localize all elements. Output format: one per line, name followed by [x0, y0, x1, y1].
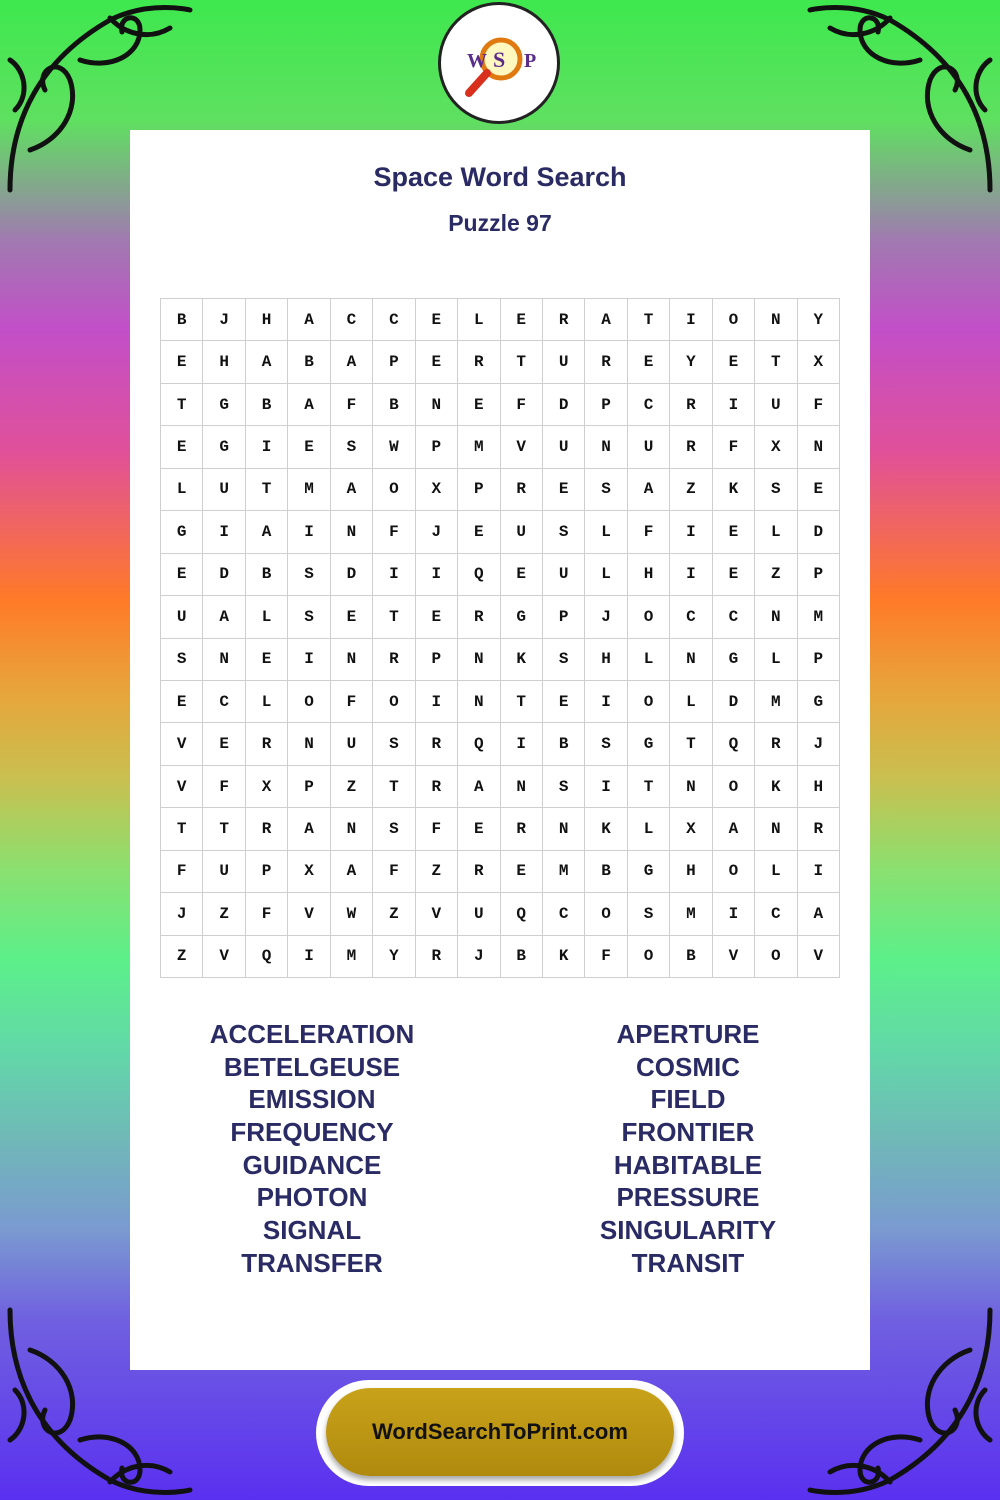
grid-cell[interactable]: F	[246, 893, 288, 935]
grid-cell[interactable]: I	[416, 554, 458, 596]
grid-cell[interactable]: R	[501, 808, 543, 850]
grid-cell[interactable]: L	[458, 299, 500, 341]
grid-cell[interactable]: A	[798, 893, 840, 935]
grid-cell[interactable]: O	[628, 936, 670, 978]
wsp-logo[interactable]	[438, 2, 560, 124]
grid-cell[interactable]: S	[755, 469, 797, 511]
grid-cell[interactable]: A	[331, 469, 373, 511]
grid-cell[interactable]: I	[373, 554, 415, 596]
grid-cell[interactable]: P	[288, 766, 330, 808]
grid-cell[interactable]: B	[246, 384, 288, 426]
grid-cell[interactable]: I	[288, 639, 330, 681]
grid-cell[interactable]: E	[543, 469, 585, 511]
grid-cell[interactable]: N	[798, 426, 840, 468]
grid-cell[interactable]: T	[161, 384, 203, 426]
grid-cell[interactable]: B	[670, 936, 712, 978]
grid-cell[interactable]: G	[628, 851, 670, 893]
word-item: SIGNAL	[262, 1215, 362, 1246]
word-item: PHOTON	[256, 1182, 368, 1213]
grid-cell[interactable]: R	[543, 299, 585, 341]
grid-cell[interactable]: R	[755, 723, 797, 765]
grid-cell[interactable]: U	[161, 596, 203, 638]
grid-cell[interactable]: P	[458, 469, 500, 511]
grid-cell[interactable]: A	[331, 341, 373, 383]
grid-cell[interactable]: N	[501, 766, 543, 808]
grid-cell[interactable]: L	[246, 681, 288, 723]
grid-cell[interactable]: T	[628, 299, 670, 341]
grid-cell[interactable]: H	[246, 299, 288, 341]
grid-cell[interactable]: P	[585, 384, 627, 426]
grid-cell[interactable]: E	[161, 426, 203, 468]
grid-cell[interactable]: V	[161, 766, 203, 808]
grid-cell[interactable]: U	[458, 893, 500, 935]
grid-cell[interactable]: L	[628, 808, 670, 850]
grid-cell[interactable]: T	[203, 808, 245, 850]
grid-cell[interactable]: U	[331, 723, 373, 765]
grid-cell[interactable]: P	[543, 596, 585, 638]
grid-cell[interactable]: P	[798, 554, 840, 596]
grid-cell[interactable]: U	[628, 426, 670, 468]
grid-cell[interactable]: N	[755, 808, 797, 850]
grid-cell[interactable]: J	[203, 299, 245, 341]
grid-cell[interactable]: C	[670, 596, 712, 638]
grid-cell[interactable]: C	[713, 596, 755, 638]
grid-cell[interactable]: E	[416, 341, 458, 383]
grid-cell[interactable]: V	[501, 426, 543, 468]
grid-cell[interactable]: G	[203, 384, 245, 426]
grid-cell[interactable]: X	[798, 341, 840, 383]
grid-cell[interactable]: O	[713, 299, 755, 341]
grid-cell[interactable]: S	[161, 639, 203, 681]
grid-cell[interactable]: H	[670, 851, 712, 893]
grid-cell[interactable]: N	[543, 808, 585, 850]
grid-cell[interactable]: E	[331, 596, 373, 638]
grid-cell[interactable]: R	[798, 808, 840, 850]
grid-cell[interactable]: B	[246, 554, 288, 596]
grid-cell[interactable]: J	[458, 936, 500, 978]
page-title: Space Word Search	[373, 162, 627, 192]
grid-cell[interactable]: E	[628, 341, 670, 383]
grid-cell[interactable]: G	[501, 596, 543, 638]
grid-cell[interactable]: M	[755, 681, 797, 723]
grid-cell[interactable]: E	[501, 851, 543, 893]
grid-cell[interactable]: S	[585, 723, 627, 765]
word-item: EMISSION	[248, 1084, 376, 1115]
grid-cell[interactable]: P	[246, 851, 288, 893]
grid-cell[interactable]: I	[713, 384, 755, 426]
grid-cell[interactable]: U	[755, 384, 797, 426]
grid-cell[interactable]: S	[543, 511, 585, 553]
grid-cell[interactable]: R	[416, 766, 458, 808]
grid-cell[interactable]: N	[331, 511, 373, 553]
grid-cell[interactable]: M	[670, 893, 712, 935]
grid-cell[interactable]: B	[501, 936, 543, 978]
grid-cell[interactable]: Y	[373, 936, 415, 978]
grid-cell[interactable]: S	[585, 469, 627, 511]
grid-cell[interactable]: R	[585, 341, 627, 383]
magnifier-icon	[449, 13, 549, 113]
grid-cell[interactable]: A	[628, 469, 670, 511]
grid-cell[interactable]: A	[246, 341, 288, 383]
word-item: ACCELERATION	[209, 1019, 415, 1049]
grid-cell[interactable]: T	[246, 469, 288, 511]
grid-cell[interactable]: F	[331, 681, 373, 723]
grid-cell[interactable]: E	[246, 639, 288, 681]
grid-cell[interactable]: G	[798, 681, 840, 723]
grid-cell[interactable]: W	[373, 426, 415, 468]
grid-cell[interactable]: I	[670, 299, 712, 341]
grid-cell[interactable]: D	[798, 511, 840, 553]
grid-cell[interactable]: P	[416, 426, 458, 468]
grid-cell[interactable]: L	[585, 554, 627, 596]
grid-cell[interactable]: G	[161, 511, 203, 553]
grid-cell[interactable]: T	[373, 766, 415, 808]
grid-cell[interactable]: F	[203, 766, 245, 808]
grid-cell[interactable]: I	[203, 511, 245, 553]
word-item: FIELD	[650, 1084, 726, 1115]
grid-cell[interactable]: P	[373, 341, 415, 383]
grid-cell[interactable]: B	[373, 384, 415, 426]
grid-cell[interactable]: I	[246, 426, 288, 468]
grid-cell[interactable]: L	[755, 511, 797, 553]
grid-cell[interactable]: H	[203, 341, 245, 383]
grid-cell[interactable]: K	[713, 469, 755, 511]
grid-cell[interactable]: O	[585, 893, 627, 935]
grid-cell[interactable]: B	[161, 299, 203, 341]
grid-cell[interactable]: F	[373, 851, 415, 893]
grid-cell[interactable]: H	[585, 639, 627, 681]
grid-cell[interactable]: M	[543, 851, 585, 893]
grid-cell[interactable]: L	[755, 851, 797, 893]
grid-cell[interactable]: M	[288, 469, 330, 511]
word-item: SINGULARITY	[599, 1215, 777, 1246]
grid-cell[interactable]: I	[288, 511, 330, 553]
grid-cell[interactable]: E	[713, 511, 755, 553]
grid-cell[interactable]: G	[203, 426, 245, 468]
grid-cell[interactable]: E	[458, 384, 500, 426]
grid-cell[interactable]: X	[288, 851, 330, 893]
grid-cell[interactable]: O	[373, 681, 415, 723]
grid-cell[interactable]: Z	[755, 554, 797, 596]
grid-cell[interactable]: F	[585, 936, 627, 978]
grid-cell[interactable]: I	[670, 554, 712, 596]
grid-cell[interactable]: R	[501, 469, 543, 511]
grid-cell[interactable]: G	[628, 723, 670, 765]
grid-cell[interactable]: J	[416, 511, 458, 553]
grid-cell[interactable]: N	[670, 639, 712, 681]
grid-cell[interactable]: A	[203, 596, 245, 638]
grid-cell[interactable]: K	[755, 766, 797, 808]
grid-cell[interactable]: N	[458, 639, 500, 681]
grid-cell[interactable]: N	[416, 384, 458, 426]
grid-cell[interactable]: E	[161, 554, 203, 596]
grid-cell[interactable]: J	[161, 893, 203, 935]
grid-cell[interactable]: I	[670, 511, 712, 553]
grid-cell[interactable]: L	[161, 469, 203, 511]
grid-cell[interactable]: T	[628, 766, 670, 808]
grid-cell[interactable]: X	[416, 469, 458, 511]
grid-cell[interactable]: N	[585, 426, 627, 468]
grid-cell[interactable]: F	[798, 384, 840, 426]
grid-cell[interactable]: L	[670, 681, 712, 723]
grid-cell[interactable]: L	[246, 596, 288, 638]
grid-cell[interactable]: O	[755, 936, 797, 978]
word-item: FREQUENCY	[230, 1117, 394, 1148]
grid-cell[interactable]: E	[543, 681, 585, 723]
grid-cell[interactable]: E	[161, 341, 203, 383]
grid-cell[interactable]: E	[501, 554, 543, 596]
grid-cell[interactable]: N	[458, 681, 500, 723]
grid-cell[interactable]: R	[670, 384, 712, 426]
grid-cell[interactable]: R	[416, 936, 458, 978]
grid-cell[interactable]: Z	[203, 893, 245, 935]
grid-cell[interactable]: E	[416, 596, 458, 638]
grid-cell[interactable]: Q	[458, 723, 500, 765]
grid-cell[interactable]: I	[585, 766, 627, 808]
grid-cell[interactable]: S	[543, 639, 585, 681]
word-list-left	[147, 1018, 477, 1280]
grid-cell[interactable]: S	[628, 893, 670, 935]
grid-cell[interactable]: N	[331, 639, 373, 681]
word-list-right	[523, 1018, 853, 1280]
word-item: HABITABLE	[613, 1149, 763, 1180]
grid-cell[interactable]: E	[416, 299, 458, 341]
grid-cell[interactable]: C	[628, 384, 670, 426]
grid-cell[interactable]: A	[288, 299, 330, 341]
grid-cell[interactable]: C	[203, 681, 245, 723]
grid-cell[interactable]: X	[670, 808, 712, 850]
grid-cell[interactable]: Q	[246, 936, 288, 978]
word-item: FRONTIER	[621, 1117, 755, 1148]
logo-letter-w: W	[467, 50, 487, 72]
grid-cell[interactable]: E	[713, 341, 755, 383]
grid-cell[interactable]: B	[585, 851, 627, 893]
grid-cell[interactable]: C	[331, 299, 373, 341]
grid-cell[interactable]: P	[416, 639, 458, 681]
grid-cell[interactable]: R	[670, 426, 712, 468]
grid-cell[interactable]: H	[798, 766, 840, 808]
grid-cell[interactable]: S	[288, 554, 330, 596]
grid-cell[interactable]: R	[458, 341, 500, 383]
grid-cell[interactable]: Z	[670, 469, 712, 511]
letter-grid	[160, 298, 840, 978]
grid-cell[interactable]: F	[161, 851, 203, 893]
grid-cell[interactable]: F	[331, 384, 373, 426]
grid-cell[interactable]: X	[246, 766, 288, 808]
website-button[interactable]: WordSearchToPrint.com	[326, 1388, 674, 1476]
word-item: TRANSFER	[241, 1247, 383, 1278]
grid-cell[interactable]: A	[288, 808, 330, 850]
grid-cell[interactable]: F	[501, 384, 543, 426]
grid-cell[interactable]: D	[331, 554, 373, 596]
grid-cell[interactable]: R	[458, 596, 500, 638]
grid-cell[interactable]: E	[288, 426, 330, 468]
grid-cell[interactable]: I	[416, 681, 458, 723]
grid-cell[interactable]: B	[288, 341, 330, 383]
grid-cell[interactable]: D	[543, 384, 585, 426]
grid-cell[interactable]: L	[755, 639, 797, 681]
grid-cell[interactable]: Y	[670, 341, 712, 383]
grid-cell[interactable]: B	[543, 723, 585, 765]
grid-cell[interactable]: F	[628, 511, 670, 553]
grid-cell[interactable]: C	[373, 299, 415, 341]
grid-cell[interactable]: C	[755, 893, 797, 935]
grid-cell[interactable]: K	[501, 639, 543, 681]
grid-cell[interactable]: U	[543, 554, 585, 596]
grid-cell[interactable]: F	[416, 808, 458, 850]
grid-cell[interactable]: I	[585, 681, 627, 723]
grid-cell[interactable]: V	[288, 893, 330, 935]
grid-cell[interactable]: N	[288, 723, 330, 765]
grid-cell[interactable]: A	[713, 808, 755, 850]
grid-cell[interactable]: R	[458, 851, 500, 893]
grid-cell[interactable]: E	[203, 723, 245, 765]
grid-cell[interactable]: M	[798, 596, 840, 638]
grid-cell[interactable]: E	[161, 681, 203, 723]
grid-cell[interactable]: F	[713, 426, 755, 468]
grid-cell[interactable]: A	[458, 766, 500, 808]
grid-cell[interactable]: S	[373, 808, 415, 850]
grid-cell[interactable]: T	[161, 808, 203, 850]
grid-cell[interactable]: V	[416, 893, 458, 935]
grid-cell[interactable]: C	[543, 893, 585, 935]
word-item: BETELGEUSE	[223, 1051, 401, 1082]
grid-cell[interactable]: I	[501, 723, 543, 765]
grid-cell[interactable]: Q	[713, 723, 755, 765]
word-item: APERTURE	[616, 1019, 760, 1049]
word-item: GUIDANCE	[242, 1149, 382, 1180]
grid-cell[interactable]: S	[331, 426, 373, 468]
grid-cell[interactable]: L	[628, 639, 670, 681]
grid-cell[interactable]: V	[713, 936, 755, 978]
grid-cell[interactable]: W	[331, 893, 373, 935]
grid-cell[interactable]: I	[713, 893, 755, 935]
grid-cell[interactable]: J	[798, 723, 840, 765]
grid-cell[interactable]: A	[585, 299, 627, 341]
word-item: COSMIC	[636, 1051, 740, 1082]
word-item: PRESSURE	[616, 1182, 760, 1213]
grid-cell[interactable]: O	[628, 681, 670, 723]
grid-cell[interactable]: E	[798, 469, 840, 511]
grid-cell[interactable]: L	[585, 511, 627, 553]
grid-cell[interactable]: N	[755, 596, 797, 638]
puzzle-number: Puzzle 97	[448, 210, 552, 236]
grid-cell[interactable]: M	[331, 936, 373, 978]
grid-cell[interactable]: R	[416, 723, 458, 765]
grid-cell[interactable]: Y	[798, 299, 840, 341]
grid-cell[interactable]: Z	[373, 893, 415, 935]
grid-cell[interactable]: G	[713, 639, 755, 681]
grid-cell[interactable]: E	[458, 808, 500, 850]
grid-cell[interactable]: O	[628, 596, 670, 638]
grid-cell[interactable]: R	[373, 639, 415, 681]
grid-cell[interactable]: M	[458, 426, 500, 468]
grid-cell[interactable]: T	[373, 596, 415, 638]
grid-cell[interactable]: H	[628, 554, 670, 596]
grid-cell[interactable]: O	[288, 681, 330, 723]
grid-cell[interactable]: U	[543, 341, 585, 383]
grid-cell[interactable]: S	[373, 723, 415, 765]
grid-cell[interactable]: P	[798, 639, 840, 681]
grid-cell[interactable]: V	[203, 936, 245, 978]
grid-cell[interactable]: Q	[501, 893, 543, 935]
grid-cell[interactable]: I	[288, 936, 330, 978]
grid-cell[interactable]: A	[331, 851, 373, 893]
logo-letter-s: S	[493, 47, 506, 72]
grid-cell[interactable]: I	[798, 851, 840, 893]
grid-cell[interactable]: Z	[416, 851, 458, 893]
grid-cell[interactable]: D	[713, 681, 755, 723]
grid-cell[interactable]: T	[670, 723, 712, 765]
grid-cell[interactable]: E	[713, 554, 755, 596]
grid-cell[interactable]: E	[458, 511, 500, 553]
grid-cell[interactable]: A	[288, 384, 330, 426]
grid-cell[interactable]: Z	[331, 766, 373, 808]
grid-cell[interactable]: U	[203, 851, 245, 893]
grid-cell[interactable]: T	[501, 681, 543, 723]
grid-cell[interactable]: K	[585, 808, 627, 850]
grid-cell[interactable]: V	[161, 723, 203, 765]
grid-cell[interactable]: N	[670, 766, 712, 808]
word-item: TRANSIT	[631, 1247, 745, 1278]
grid-cell[interactable]: N	[331, 808, 373, 850]
grid-cell[interactable]: U	[543, 426, 585, 468]
grid-cell[interactable]: A	[246, 511, 288, 553]
grid-cell[interactable]: U	[203, 469, 245, 511]
grid-cell[interactable]: S	[543, 766, 585, 808]
grid-cell[interactable]: Q	[458, 554, 500, 596]
grid-cell[interactable]: S	[288, 596, 330, 638]
grid-cell[interactable]: T	[501, 341, 543, 383]
grid-cell[interactable]: O	[373, 469, 415, 511]
grid-cell[interactable]: N	[203, 639, 245, 681]
grid-cell[interactable]: N	[755, 299, 797, 341]
grid-cell[interactable]: V	[798, 936, 840, 978]
grid-cell[interactable]: X	[755, 426, 797, 468]
grid-cell[interactable]: D	[203, 554, 245, 596]
logo-letter-p: P	[524, 50, 537, 72]
grid-cell[interactable]: O	[713, 851, 755, 893]
grid-cell[interactable]: F	[373, 511, 415, 553]
grid-cell[interactable]: J	[585, 596, 627, 638]
grid-cell[interactable]: T	[755, 341, 797, 383]
grid-cell[interactable]: E	[501, 299, 543, 341]
grid-cell[interactable]: U	[501, 511, 543, 553]
grid-cell[interactable]: Z	[161, 936, 203, 978]
grid-cell[interactable]: K	[543, 936, 585, 978]
grid-cell[interactable]: O	[713, 766, 755, 808]
grid-cell[interactable]: R	[246, 723, 288, 765]
grid-cell[interactable]: R	[246, 808, 288, 850]
